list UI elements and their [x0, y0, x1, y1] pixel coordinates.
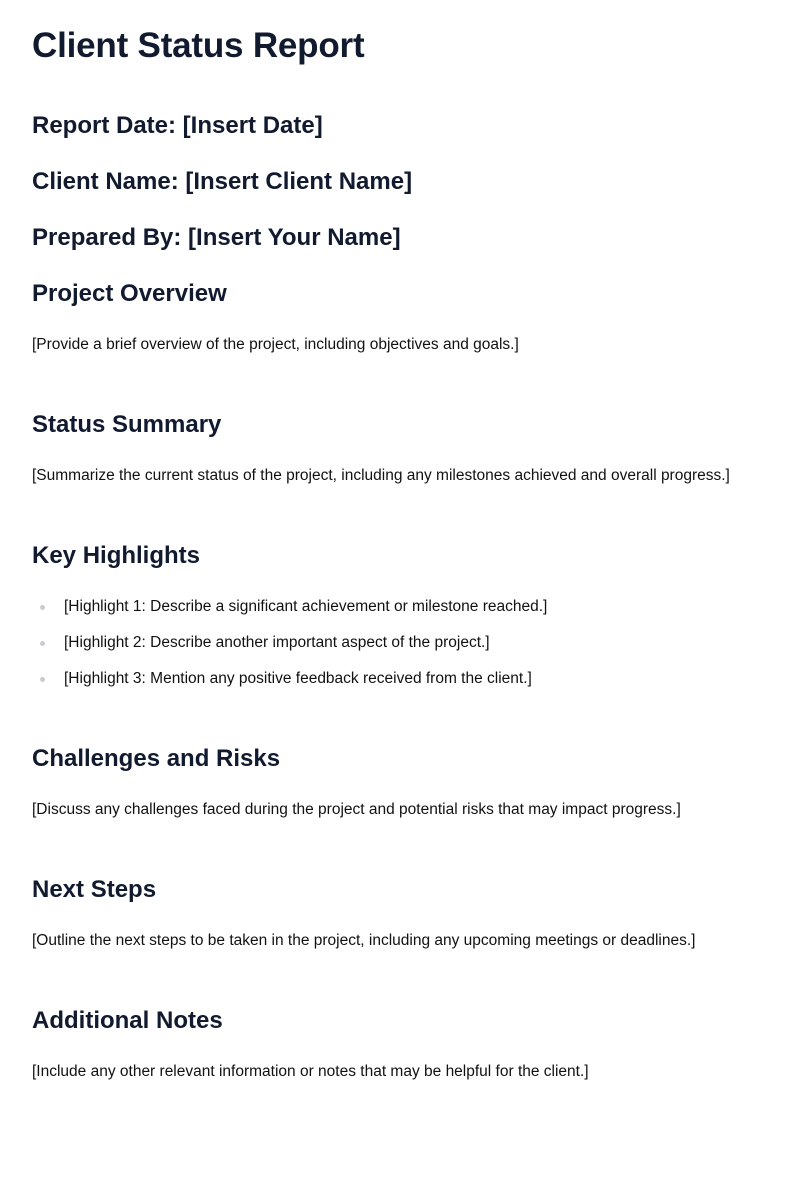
prepared-by-heading: Prepared By: [Insert Your Name]	[32, 224, 401, 251]
client-name-heading: Client Name: [Insert Client Name]	[32, 168, 413, 195]
additional-notes-section	[32, 1007, 768, 1083]
project-overview-heading: Project Overview	[32, 280, 227, 307]
report-date-heading: Report Date: [Insert Date]	[32, 112, 323, 139]
next-steps-section	[32, 876, 768, 952]
bullet-icon	[40, 641, 45, 646]
highlight-text: [Highlight 1: Describe a significant achievement or milestone reached.]	[64, 598, 548, 615]
challenges-risks-heading: Challenges and Risks	[32, 745, 281, 772]
list-item	[32, 632, 768, 654]
project-overview-section	[32, 280, 768, 356]
highlight-text: [Highlight 2: Describe another important aspect of the project.]	[64, 634, 490, 651]
additional-notes-text: [Include any other relevant information or notes that may be helpful for the client.]	[32, 1063, 589, 1080]
status-summary-text: [Summarize the current status of the project, including any milestones achieved and overall progress.]	[32, 467, 730, 484]
next-steps-heading: Next Steps	[32, 876, 157, 903]
key-highlights-heading: Key Highlights	[32, 542, 201, 569]
page-title: Client Status Report	[32, 26, 365, 65]
challenges-risks-section	[32, 745, 768, 821]
highlights-list	[32, 596, 768, 690]
status-summary-heading: Status Summary	[32, 411, 222, 438]
project-overview-text: [Provide a brief overview of the project, including objectives and goals.]	[32, 336, 519, 353]
bullet-icon	[40, 677, 45, 682]
status-summary-section	[32, 411, 768, 487]
list-item	[32, 596, 768, 618]
challenges-risks-text: [Discuss any challenges faced during the project and potential risks that may impact progress.]	[32, 801, 681, 818]
highlight-text: [Highlight 3: Mention any positive feedback received from the client.]	[64, 670, 532, 687]
list-item	[32, 668, 768, 690]
next-steps-text: [Outline the next steps to be taken in the project, including any upcoming meetings or deadlines.]	[32, 932, 696, 949]
additional-notes-heading: Additional Notes	[32, 1007, 223, 1034]
bullet-icon	[40, 605, 45, 610]
key-highlights-section	[32, 542, 768, 690]
